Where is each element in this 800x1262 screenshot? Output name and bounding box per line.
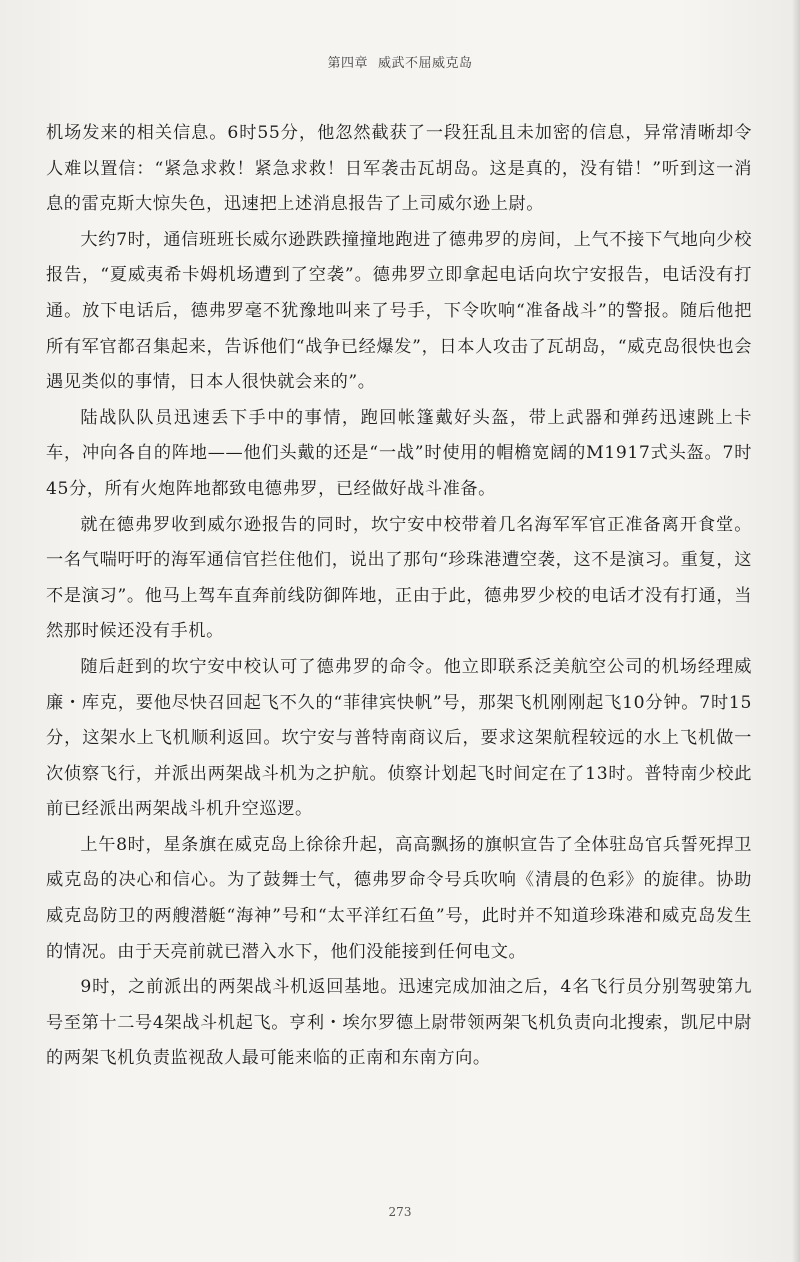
paragraph-1: 机场发来的相关信息。6时55分，他忽然截获了一段狂乱且未加密的信息，异常清晰却令人难以置信：“紧急求救！紧急求救！日军袭击瓦胡岛。这是真的，没有错！”听到这一消息的雷克斯大惊失色，迅速把上述消息报告了上司威尔逊上尉。 [46,123,752,215]
paragraph-6: 上午8时，星条旗在威克岛上徐徐升起，高高飘扬的旗帜宣告了全体驻岛官兵誓死捍卫威克岛的决心和信心。为了鼓舞士气，德弗罗命令号兵吹响《清晨的色彩》的旋律。协助威克岛防卫的两艘潜艇“海神”号和“太平洋红石鱼”号，此时并不知道珍珠港和威克岛发生的情况。由于天亮前就已潜入水下，他们没能接到任何电文。 [46,834,752,962]
paragraph-3: 陆战队队员迅速丢下手中的事情，跑回帐篷戴好头盔，带上武器和弹药迅速跳上卡车，冲向各自的阵地——他们头戴的还是“一战”时使用的帽檐宽阔的M1917式头盔。7时45分，所有火炮阵地都致电德弗罗，已经做好战斗准备。 [46,407,752,499]
chapter-number: 第四章 [327,56,368,71]
page-number: 273 [388,1205,412,1219]
paragraph-5: 随后赶到的坎宁安中校认可了德弗罗的命令。他立即联系泛美航空公司的机场经理威廉・库克，要他尽快召回起飞不久的“菲律宾快帆”号，那架飞机刚刚起飞10分钟。7时15分，这架水上飞机顺利返回。坎宁安与普特南商议后，要求这架航程较远的水上飞机做一次侦察飞行，并派出两架战斗机为之护航。侦察计划起飞时间定在了13时。普特南少校此前已经派出两架战斗机升空巡逻。 [46,656,752,820]
paragraph-2: 大约7时，通信班班长威尔逊跌跌撞撞地跑进了德弗罗的房间，上气不接下气地向少校报告，“夏威夷希卡姆机场遭到了空袭”。德弗罗立即拿起电话向坎宁安报告，电话没有打通。放下电话后，德弗罗毫不犹豫地叫来了号手，下令吹响“准备战斗”的警报。随后他把所有军官都召集起来，告诉他们“战争已经爆发”，日本人攻击了瓦胡岛，“威克岛很快也会遇见类似的事情，日本人很快就会来的”。 [46,229,752,393]
running-header [0,52,800,71]
paragraph-7: 9时，之前派出的两架战斗机返回基地。迅速完成加油之后，4名飞行员分别驾驶第九号至第十二号4架战斗机起飞。亨利・埃尔罗德上尉带领两架飞机负责向北搜索，凯尼中尉的两架飞机负责监视敌人最可能来临的正南和东南方向。 [46,977,752,1069]
page-edge-shadow [792,0,800,1262]
chapter-title: 威武不屈威克岛 [378,56,473,71]
paragraph-4: 就在德弗罗收到威尔逊报告的同时，坎宁安中校带着几名海军军官正准备离开食堂。一名气喘吁吁的海军通信官拦住他们，说出了那句“珍珠港遭空袭，这不是演习。重复，这不是演习”。他马上驾车直奔前线防御阵地，正由于此，德弗罗少校的电话才没有打通，当然那时候还没有手机。 [46,514,752,642]
body-text [46,116,752,1077]
